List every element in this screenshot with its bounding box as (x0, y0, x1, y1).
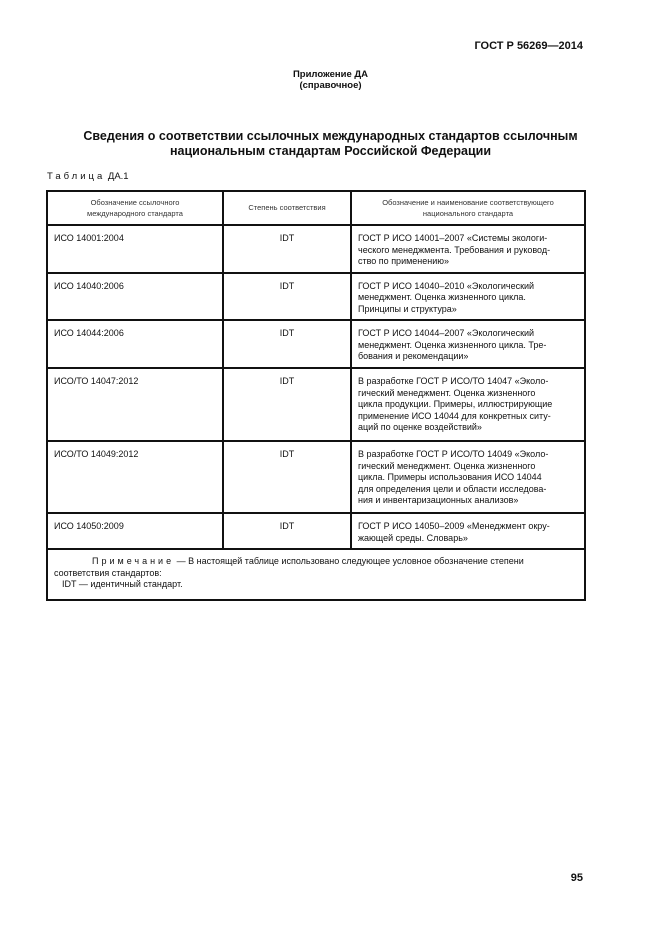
table-row (47, 225, 585, 273)
table-header-row (47, 191, 585, 225)
note-label: Примечание (92, 556, 175, 566)
cell-line: ния и инвентаризационных анализов» (358, 495, 519, 505)
cell-line: для определения цели и области исследова- (358, 483, 547, 494)
intl-standard-cell: ИСО/ТО 14049:2012 (47, 441, 223, 513)
note-text: — В настоящей таблице использовано следующее условное обозначение степени (174, 556, 524, 566)
cell-line: цикла продукции. Примеры, иллюстрирующие (358, 399, 553, 409)
cell-line: гический менеджмент. Оценка жизненного (358, 460, 536, 471)
note-row (47, 549, 585, 600)
title-line: национальным стандартам Российской Федерации (169, 144, 492, 158)
degree-cell: IDT (223, 441, 351, 513)
degree-cell: IDT (223, 273, 351, 321)
cell-line: менеджмент. Оценка жизненного цикла. (358, 292, 526, 302)
caption-number: ДА.1 (107, 171, 129, 182)
cell-line: ГОСТ Р ИСО 14001–2007 «Системы экологи- (358, 233, 548, 243)
cell-line: ГОСТ Р ИСО 14044–2007 «Экологический (358, 328, 535, 338)
cell-line: В разработке ГОСТ Р ИСО/ТО 14047 «Эколо- (358, 376, 549, 386)
national-standard-cell (351, 273, 585, 321)
appendix-heading (0, 69, 661, 91)
page-number: 95 (570, 872, 583, 884)
table-row (47, 441, 585, 513)
national-standard-cell (351, 513, 585, 549)
cell-line: ческого менеджмента. Требования и руковод- (358, 244, 551, 255)
appendix-title: Приложение ДА (292, 69, 369, 80)
cell-line: аций по оценке воздействий» (358, 422, 482, 432)
column-header: Обозначение и наименование соответствующего национального стандарта (351, 191, 585, 225)
table-note (47, 549, 585, 600)
cell-line: В разработке ГОСТ Р ИСО/ТО 14049 «Эколо- (358, 449, 549, 459)
table-caption (47, 171, 129, 182)
cell-line: цикла. Примеры использования ИСО 14044 (358, 472, 542, 482)
cell-line: жающей среды. Словарь» (358, 532, 468, 543)
degree-cell: IDT (223, 368, 351, 441)
column-header: Степень соответствия (223, 191, 351, 225)
intl-standard-cell: ИСО 14044:2006 (47, 320, 223, 368)
note-text: IDT — идентичный стандарт. (62, 579, 183, 589)
section-title (0, 129, 661, 159)
cell-line: бования и рекомендации» (358, 351, 469, 361)
cell-line: гический менеджмент. Оценка жизненного (358, 387, 536, 398)
column-header: Обозначение ссылочного международного стандарта (47, 191, 223, 225)
intl-standard-cell: ИСО 14050:2009 (47, 513, 223, 549)
table-row (47, 513, 585, 549)
degree-cell: IDT (223, 225, 351, 273)
intl-standard-cell: ИСО 14040:2006 (47, 273, 223, 321)
table-row (47, 368, 585, 441)
note-text: соответствия стандартов: (54, 567, 162, 578)
national-standard-cell (351, 368, 585, 441)
cell-line: применение ИСО 14044 для конкретных ситу- (358, 410, 551, 421)
appendix-subtitle: (справочное) (299, 80, 362, 91)
table-row (47, 273, 585, 321)
degree-cell: IDT (223, 513, 351, 549)
cell-line: ГОСТ Р ИСО 14050–2009 «Менеджмент окру- (358, 521, 550, 531)
table-row (47, 320, 585, 368)
degree-cell: IDT (223, 320, 351, 368)
document-header: ГОСТ Р 56269—2014 (474, 40, 583, 52)
national-standard-cell (351, 320, 585, 368)
intl-standard-cell: ИСО/ТО 14047:2012 (47, 368, 223, 441)
title-line: Сведения о соответствии ссылочных международных стандартов ссылочным (83, 129, 578, 143)
cell-line: ство по применению» (358, 256, 450, 266)
cell-line: ГОСТ Р ИСО 14040–2010 «Экологический (358, 280, 535, 291)
cell-line: Принципы и структура» (358, 303, 457, 314)
national-standard-cell (351, 441, 585, 513)
caption-prefix: Таблица (47, 171, 106, 182)
intl-standard-cell: ИСО 14001:2004 (47, 225, 223, 273)
cell-line: менеджмент. Оценка жизненного цикла. Тре- (358, 339, 547, 350)
national-standard-cell (351, 225, 585, 273)
standards-table (46, 190, 586, 601)
